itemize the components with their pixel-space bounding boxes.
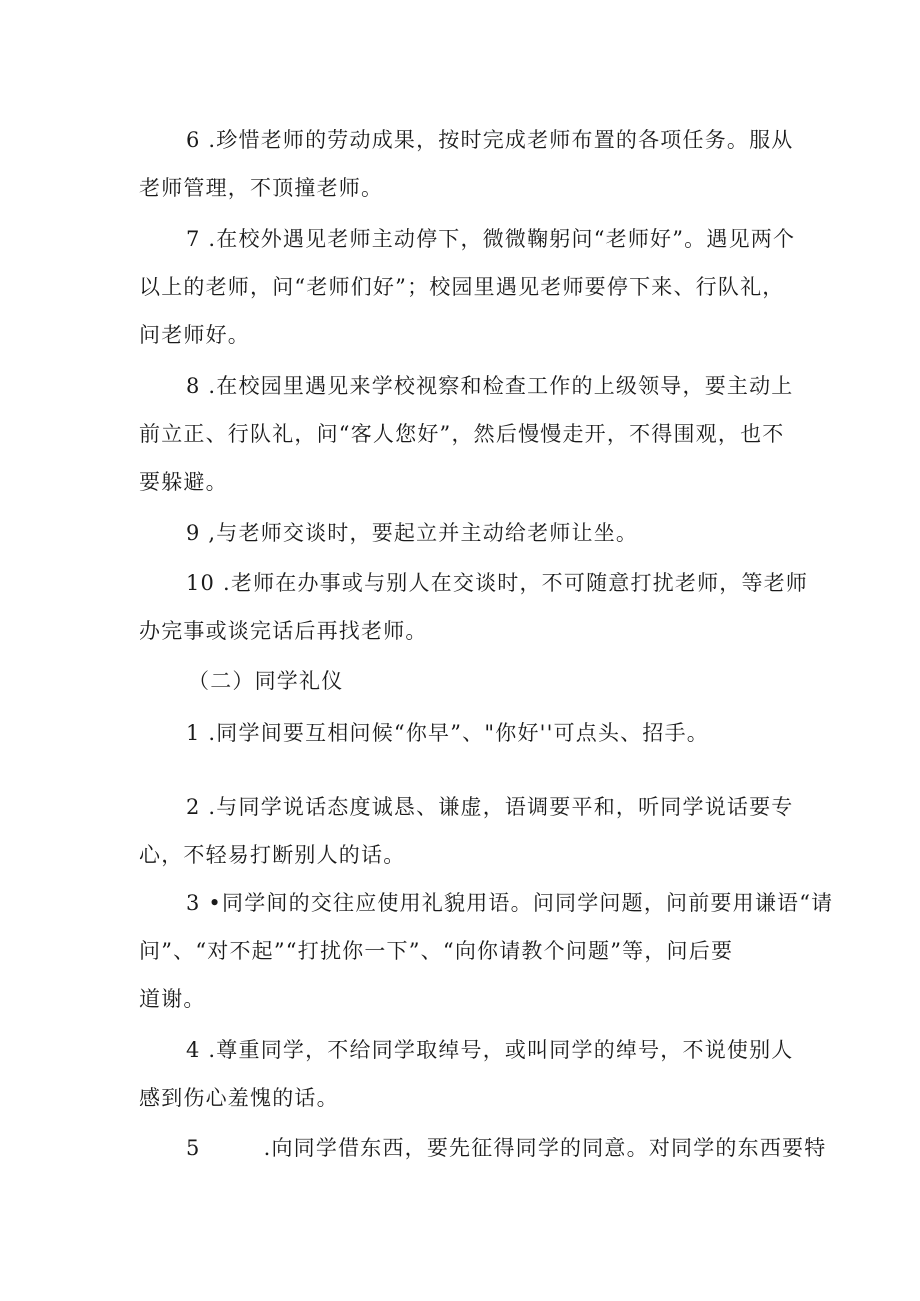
paragraph-item-10-line-1: 10 .老师在办事或与别人在交谈时，不可随意打扰老师，等老师: [186, 571, 809, 595]
paragraph-item-6-line-1: 6 .珍惜老师的劳动成果，按时完成老师布置的各项任务。服从: [186, 128, 794, 152]
paragraph-peer-item-2-line-2: 心，不轻易打断别人的话。: [139, 843, 406, 867]
paragraph-peer-item-5-line-1: 5 .向同学借东西，要先征得同学的同意。对同学的东西要特: [186, 1136, 827, 1160]
paragraph-item-7-line-2: 以上的老师，问“老师们好”；校园里遇见老师要停下来、行队礼，: [139, 275, 785, 299]
paragraph-peer-item-1-line-1: 1 .同学间要互相问候“你早”、"你好''可点头、招手。: [186, 721, 709, 745]
paragraph-peer-item-4-line-1: 4 .尊重同学，不给同学取绰号，或叫同学的绰号，不说使别人: [186, 1038, 794, 1062]
paragraph-item-8-line-1: 8 .在校园里遇见来学校视察和检查工作的上级领导，要主动上: [186, 374, 794, 398]
paragraph-item-7-line-3: 问老师好。: [139, 323, 250, 347]
paragraph-item-9-line-1: 9 ,与老师交谈时，要起立并主动给老师让坐。: [186, 521, 639, 545]
paragraph-peer-item-3-line-2: 问”、“对不起”“打扰你一下”、“向你请教个问题”等，问后要: [139, 939, 734, 963]
paragraph-peer-item-3-line-3: 道谢。: [139, 987, 206, 1011]
paragraph-peer-item-4-line-2: 感到伤心羞愧的话。: [139, 1086, 339, 1110]
paragraph-item-8-line-2: 前立正、行队礼，问“客人您好”，然后慢慢走开，不得围观，也不: [139, 422, 785, 446]
paragraph-item-6-line-2: 老师管理，不顶撞老师。: [139, 176, 384, 200]
paragraph-peer-item-3-line-1: 3 •同学间的交往应使用礼貌用语。问同学问题，问前要用谦语“请: [186, 891, 834, 915]
paragraph-item-10-line-2: 办完事或谈完话后再找老师。: [139, 619, 428, 643]
paragraph-peer-item-2-line-1: 2 .与同学说话态度诚恳、谦虚，语调要平和，听同学说话要专: [186, 795, 794, 819]
paragraph-item-7-line-1: 7 .在校外遇见老师主动停下，微微鞠躬问“老师好”。遇见两个: [186, 227, 796, 251]
paragraph-item-8-line-3: 要躲避。: [139, 470, 228, 494]
section-heading-peer-etiquette: （二）同学礼仪: [188, 669, 344, 693]
